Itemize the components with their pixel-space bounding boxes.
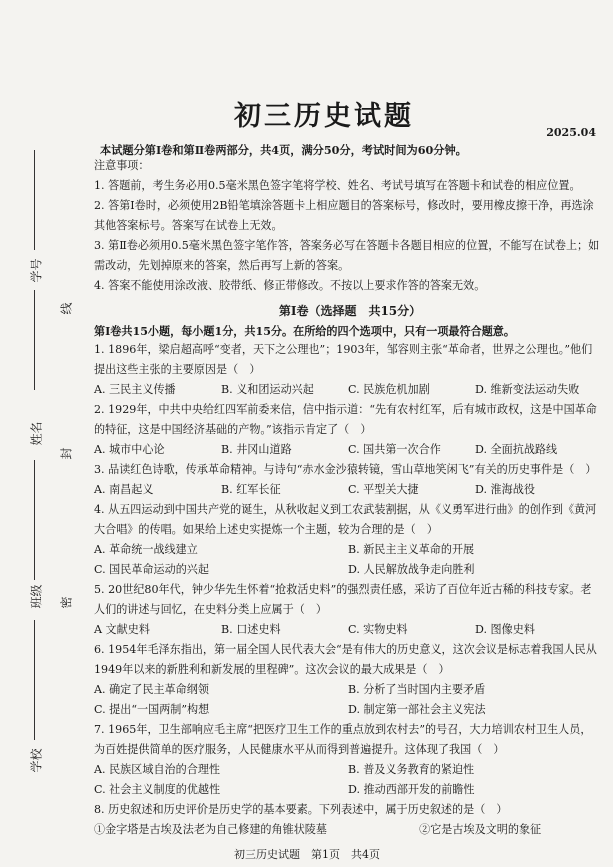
- question: [94, 340, 602, 400]
- question: [94, 460, 602, 500]
- option: B. 井冈山道路: [221, 443, 292, 456]
- question-options: [94, 620, 602, 640]
- question-options: [94, 820, 602, 840]
- question-options: [94, 540, 602, 580]
- exam-page: [94, 0, 606, 867]
- option: C. 平型关大捷: [348, 483, 419, 496]
- option: A. 城市中心论: [94, 443, 165, 456]
- question-options: [94, 440, 602, 460]
- note-item: 1. 答题前，考生务必用0.5毫米黑色签字笔将学校、姓名、考试号填写在答题卡和试卷的相应位置。: [94, 179, 581, 192]
- question-stem: 8. 历史叙述和历史评价是历史学的基本要素。下列表述中，属于历史叙述的是（ ）: [94, 803, 508, 816]
- seal-word-secret: 密: [59, 596, 74, 609]
- question-stem: 3. 品读红色诗歌，传承革命精神。与诗句“赤水金沙猿转镜，雪山草地笑闲飞”有关的历史事件是（ ）: [94, 463, 597, 476]
- option: D. 淮海战役: [475, 483, 535, 496]
- question-options: [94, 680, 602, 720]
- page-title: 初三历史试题: [234, 101, 414, 132]
- question-stem: 2. 1929年，中共中央给红四军前委来信，信中指示道：“先有农村红军，后有城市政权，这是中国革命的特征，这是中国经济基础的产物。”该指示肯定了（ ）: [94, 403, 597, 436]
- binding-line: [34, 150, 35, 250]
- seal-word-line: 线: [59, 302, 74, 315]
- option: B. 义和团运动兴起: [221, 383, 314, 396]
- option: ②它是古埃及文明的象征: [419, 823, 542, 836]
- note-item: 3. 第Ⅱ卷必须用0.5毫米黑色签字笔作答，答案务必写在答题卡各题目相应的位置，不能写在试卷上；如需改动，先划掉原来的答案，然后再写上新的答案。: [94, 239, 600, 272]
- student-number-label: 学号: [29, 258, 44, 283]
- class-label: 班级: [29, 584, 44, 609]
- question: [94, 720, 602, 800]
- option: D. 全面抗战路线: [475, 443, 558, 456]
- option: C. 提出“一国两制”构想: [94, 703, 210, 716]
- question-stem: 6. 1954年毛泽东指出，第一届全国人民代表大会“是有伟大的历史意义，这次会议是标志着我国人民从1949年以来的新胜利和新发展的里程碑”。这次会议的最大成果是（ ）: [94, 643, 597, 676]
- question: [94, 800, 602, 840]
- option: A. 确定了民主革命纲领: [94, 683, 209, 696]
- option: D. 图像史料: [475, 623, 535, 636]
- option: B. 新民主主义革命的开展: [348, 543, 475, 556]
- option: D. 维新变法运动失败: [475, 383, 580, 396]
- question-stem: 7. 1965年，卫生部响应毛主席“把医疗卫生工作的重点放到农村去”的号召，大力培训农村卫生人员，为百姓提供简单的医疗服务，人民健康水平从而得到普遍提升。这体现了我国（ ）: [94, 723, 592, 756]
- option: B. 红军长征: [221, 483, 281, 496]
- option: ①金字塔是古埃及法老为自己修建的角锥状陵墓: [94, 823, 327, 836]
- note-item: 2. 答第Ⅰ卷时，必须使用2B铅笔填涂答题卡上相应题目的答案标号，修改时，要用橡皮擦干净，再选涂其他答案标号。答案写在试卷上无效。: [94, 199, 594, 232]
- option: B. 口述史料: [221, 623, 281, 636]
- option: C. 实物史料: [348, 623, 408, 636]
- note-item: 4. 答案不能使用涂改液、胶带纸、修正带修改。不按以上要求作答的答案无效。: [94, 279, 486, 292]
- option: C. 国共第一次合作: [348, 443, 441, 456]
- option: D. 制定第一部社会主义宪法: [348, 703, 486, 716]
- exam-date: 2025.04: [546, 126, 596, 139]
- notes: [94, 156, 602, 296]
- option: C. 国民革命运动的兴起: [94, 563, 209, 576]
- questions: [94, 340, 602, 840]
- option: B. 分析了当时国内主要矛盾: [348, 683, 486, 696]
- option: C. 社会主义制度的优越性: [94, 783, 221, 796]
- option: A 文献史料: [94, 623, 150, 636]
- section-title: 第Ⅰ卷（选择题 共15分）: [278, 304, 422, 318]
- question-stem: 4. 从五四运动到中国共产党的诞生，从秋收起义到工农武装割据，从《义勇军进行曲》的创作到《黄河大合唱》的传唱。如果给上述史实提炼一个主题，较为合理的是（ ）: [94, 503, 597, 536]
- seal-word-seal: 封: [59, 447, 74, 460]
- binding-line: [34, 290, 35, 390]
- binding-margin: [0, 0, 90, 867]
- question-stem: 5. 20世纪80年代，钟少华先生怀着“抢救活史料”的强烈责任感，采访了百位年近古稀的科技专家。老人们的讲述与回忆，在史料分类上应属于（ ）: [94, 583, 592, 616]
- binding-line: [34, 460, 35, 580]
- question-options: [94, 760, 602, 800]
- exam-info: 本试题分第Ⅰ卷和第Ⅱ卷两部分，共4页，满分50分，考试时间为60分钟。: [100, 143, 467, 157]
- question: [94, 580, 602, 640]
- page-footer: 初三历史试题 第1页 共4页: [234, 848, 380, 861]
- option: D. 人民解放战争走向胜利: [348, 563, 475, 576]
- question: [94, 400, 602, 460]
- name-label: 姓名: [29, 421, 44, 446]
- binding-line: [34, 620, 35, 740]
- option: B. 普及义务教育的紧迫性: [348, 763, 475, 776]
- option: A. 民族区域自治的合理性: [94, 763, 221, 776]
- option: A. 革命统一战线建立: [94, 543, 198, 556]
- question: [94, 500, 602, 580]
- notes-heading: 注意事项：: [94, 159, 150, 172]
- option: C. 民族危机加剧: [348, 383, 430, 396]
- question-options: [94, 480, 602, 500]
- question: [94, 640, 602, 720]
- question-options: [94, 380, 602, 400]
- option: D. 推动西部开发的前瞻性: [348, 783, 475, 796]
- question-stem: 1. 1896年，梁启超高呼“变者，天下之公理也”；1903年，邹容则主张“革命者，世界之公理也。”他们提出这些主张的主要原因是（ ）: [94, 343, 593, 376]
- school-label: 学校: [29, 748, 44, 773]
- option: A. 南昌起义: [94, 483, 154, 496]
- option: A. 三民主义传播: [94, 383, 176, 396]
- section-instruction: 第Ⅰ卷共15小题，每小题1分，共15分。在所给的四个选项中，只有一项最符合题意。: [94, 325, 515, 338]
